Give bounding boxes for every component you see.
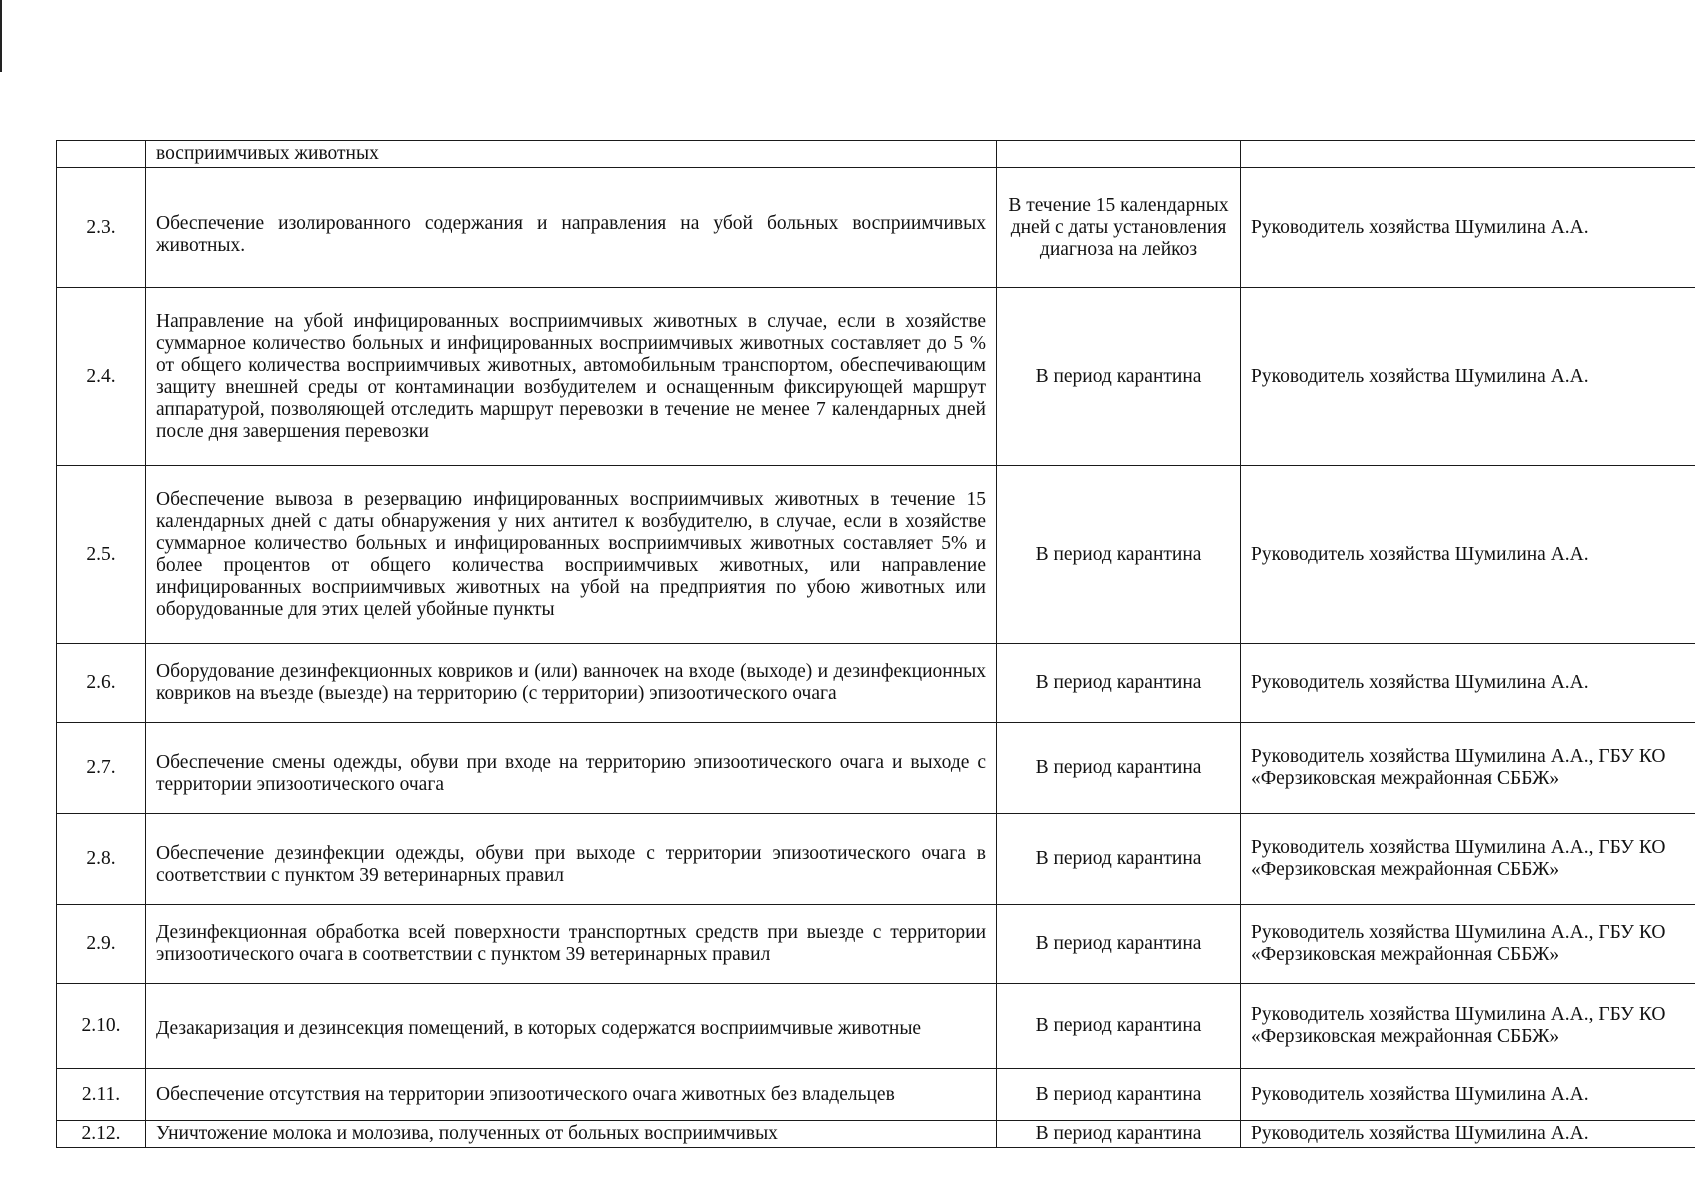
row-number: 2.12.	[57, 1121, 146, 1148]
measure-description: Дезинфекционная обработка всей поверхности транспортных средств при выезде с территории эпизоотического очага в соответствии с пунктом 39 ветеринарных правил	[146, 905, 997, 984]
row-number: 2.8.	[57, 814, 146, 905]
row-number: 2.7.	[57, 723, 146, 814]
table-row	[57, 288, 1695, 466]
measure-responsible: Руководитель хозяйства Шумилина А.А., ГБУ КО «Ферзиковская межрайонная СББЖ»	[1241, 984, 1695, 1069]
measure-term: В период карантина	[997, 288, 1241, 466]
measure-responsible: Руководитель хозяйства Шумилина А.А.	[1241, 1069, 1695, 1121]
table-row	[57, 723, 1695, 814]
table-row	[57, 168, 1695, 288]
table-row	[57, 1121, 1695, 1148]
row-number	[57, 141, 146, 168]
measure-description: Уничтожение молока и молозива, полученных от больных восприимчивых	[146, 1121, 997, 1148]
measure-responsible	[1241, 141, 1695, 168]
measure-responsible: Руководитель хозяйства Шумилина А.А.	[1241, 288, 1695, 466]
measure-term: В период карантина	[997, 905, 1241, 984]
measure-description: восприимчивых животных	[146, 141, 997, 168]
measure-responsible: Руководитель хозяйства Шумилина А.А.	[1241, 1121, 1695, 1148]
row-number: 2.11.	[57, 1069, 146, 1121]
measure-term: В период карантина	[997, 723, 1241, 814]
measure-term: В период карантина	[997, 1121, 1241, 1148]
measure-description: Обеспечение вывоза в резервацию инфицированных восприимчивых животных в течение 15 календарных дней с даты обнаружения у них антител к возбудителю, в случае, если в хозяйстве суммарное количество больных и инфицированных восприимчивых животных составляет 5% и более процентов от общего количества восприимчивых животных, или направление инфицированных восприимчивых животных на убой на предприятия по убою животных или оборудованные для этих целей убойные пункты	[146, 466, 997, 644]
measure-description: Направление на убой инфицированных восприимчивых животных в случае, если в хозяйстве суммарное количество больных и инфицированных восприимчивых животных составляет до 5 % от общего количества восприимчивых животных, автомобильным транспортом, обеспечивающим защиту внешней среды от контаминации возбудителем и оснащенным фиксирующей маршрут аппаратурой, позволяющей отследить маршрут перевозки в течение не менее 7 календарных дней после дня завершения перевозки	[146, 288, 997, 466]
measure-description: Обеспечение изолированного содержания и направления на убой больных восприимчивых животных.	[146, 168, 997, 288]
measure-term: В период карантина	[997, 814, 1241, 905]
measure-term: В период карантина	[997, 1069, 1241, 1121]
measure-term: В период карантина	[997, 984, 1241, 1069]
measure-responsible: Руководитель хозяйства Шумилина А.А., ГБУ КО «Ферзиковская межрайонная СББЖ»	[1241, 905, 1695, 984]
table-row	[57, 644, 1695, 723]
measure-description: Дезакаризация и дезинсекция помещений, в которых содержатся восприимчивые животные	[146, 984, 997, 1069]
row-number: 2.4.	[57, 288, 146, 466]
measure-description: Обеспечение отсутствия на территории эпизоотического очага животных без владельцев	[146, 1069, 997, 1121]
table-row	[57, 984, 1695, 1069]
measure-term: В период карантина	[997, 466, 1241, 644]
measure-responsible: Руководитель хозяйства Шумилина А.А., ГБУ КО «Ферзиковская межрайонная СББЖ»	[1241, 723, 1695, 814]
table-row	[57, 141, 1695, 168]
table-row	[57, 466, 1695, 644]
row-number: 2.9.	[57, 905, 146, 984]
table-row	[57, 1069, 1695, 1121]
measure-description: Обеспечение дезинфекции одежды, обуви при выходе с территории эпизоотического очага в соответствии с пунктом 39 ветеринарных правил	[146, 814, 997, 905]
measure-description: Оборудование дезинфекционных ковриков и (или) ванночек на входе (выходе) и дезинфекционных ковриков на въезде (выезде) на территорию (с территории) эпизоотического очага	[146, 644, 997, 723]
measure-responsible: Руководитель хозяйства Шумилина А.А.	[1241, 644, 1695, 723]
table-row	[57, 905, 1695, 984]
measure-description: Обеспечение смены одежды, обуви при входе на территорию эпизоотического очага и выходе с территории эпизоотического очага	[146, 723, 997, 814]
row-number: 2.3.	[57, 168, 146, 288]
measure-term: В период карантина	[997, 644, 1241, 723]
measure-responsible: Руководитель хозяйства Шумилина А.А.	[1241, 466, 1695, 644]
table-row	[57, 814, 1695, 905]
measure-term	[997, 141, 1241, 168]
row-number: 2.10.	[57, 984, 146, 1069]
measure-responsible: Руководитель хозяйства Шумилина А.А., ГБУ КО «Ферзиковская межрайонная СББЖ»	[1241, 814, 1695, 905]
row-number: 2.6.	[57, 644, 146, 723]
measure-term: В течение 15 календарных дней с даты установления диагноза на лейкоз	[997, 168, 1241, 288]
scan-edge-mark	[0, 0, 2, 72]
measure-responsible: Руководитель хозяйства Шумилина А.А.	[1241, 168, 1695, 288]
row-number: 2.5.	[57, 466, 146, 644]
measures-table	[56, 140, 1695, 1148]
